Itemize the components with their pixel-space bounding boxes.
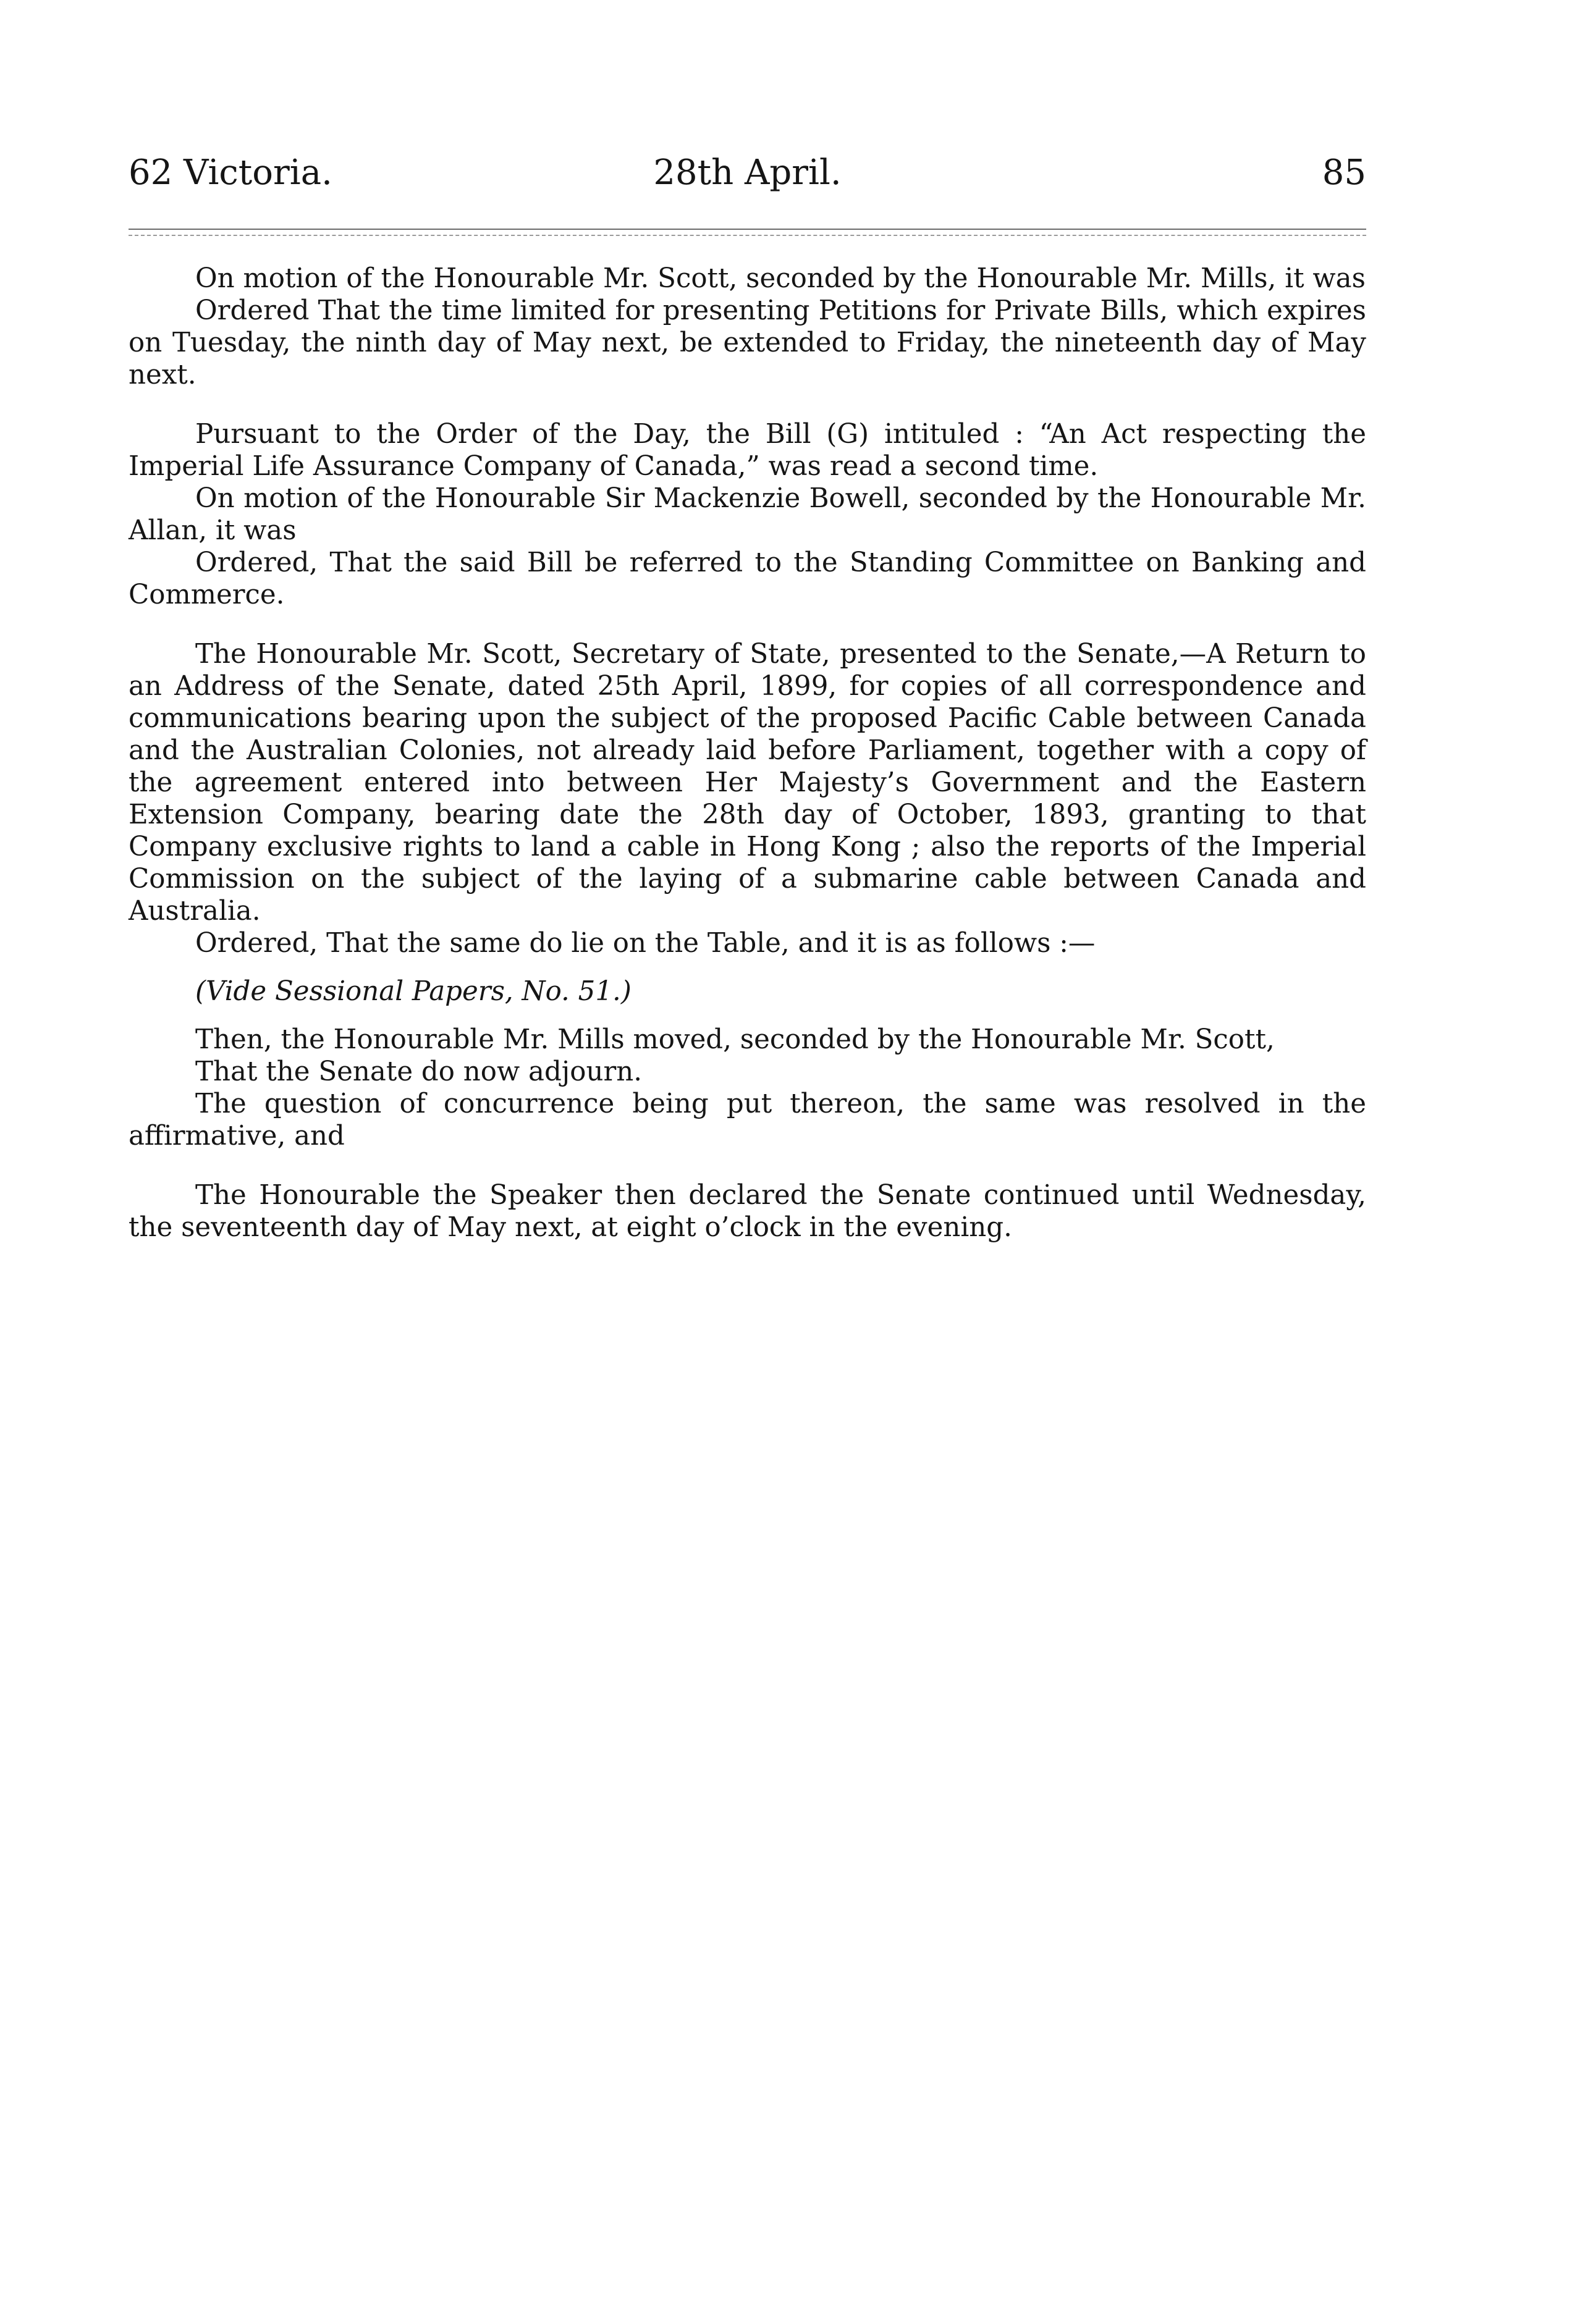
page-body xyxy=(129,263,1366,1244)
paragraph-mills-moved: Then, the Honourable Mr. Mills moved, seconded by the Honourable Mr. Scott, xyxy=(195,1024,1275,1055)
header-rule xyxy=(129,229,1366,230)
sessional-papers-reference: (Vide Sessional Papers, No. 51.) xyxy=(195,976,632,1007)
paragraph-ordered-petitions: Ordered That the time limited for presenting Petitions for Private Bills, which expires on Tuesday, the ninth day of May next, be extended to Friday, the nineteenth day of May next. xyxy=(129,295,1366,390)
page-header xyxy=(129,151,1366,195)
spacer xyxy=(129,391,1366,418)
spacer xyxy=(129,611,1366,638)
page-number: 85 xyxy=(1322,153,1366,193)
header-rule-secondary xyxy=(129,235,1366,236)
paragraph-motion-scott: On motion of the Honourable Mr. Scott, seconded by the Honourable Mr. Mills, it was xyxy=(195,263,1366,294)
session-label: 62 Victoria. xyxy=(129,153,332,193)
paragraph-return-pacific-cable: The Honourable Mr. Scott, Secretary of State, presented to the Senate,—A Return to an Address of the Senate, dated 25th April, 1899, for copies of all correspondence and communications bearing upon the subject of the proposed Pacific Cable between Canada and the Australian Colonies, not already laid before Parliament, together with a copy of the agreement entered into between Her Majesty’s Government and the Eastern Extension Company, bearing date the 28th day of October, 1893, granting to that Company exclusive rights to land a cable in Hong Kong ; also the reports of the Imperial Commission on the subject of the laying of a submarine cable between Canada and Australia. xyxy=(129,639,1366,927)
paragraph-ordered-table: Ordered, That the same do lie on the Table, and it is as follows :— xyxy=(195,928,1096,959)
paragraph-speaker-declared: The Honourable the Speaker then declared the Senate continued until Wednesday, the seventeenth day of May next, at eight o’clock in the evening. xyxy=(129,1180,1366,1243)
paragraph-ordered-committee: Ordered, That the said Bill be referred to the Standing Committee on Banking and Commerce. xyxy=(129,547,1366,610)
paragraph-concurrence: The question of concurrence being put thereon, the same was resolved in the affirmative, and xyxy=(129,1088,1366,1151)
paragraph-bill-g: Pursuant to the Order of the Day, the Bill (G) intituled : “An Act respecting the Imperial Life Assurance Company of Canada,” was read a second time. xyxy=(129,419,1366,482)
paragraph-adjourn: That the Senate do now adjourn. xyxy=(195,1056,643,1087)
date-label: 28th April. xyxy=(653,153,842,193)
spacer xyxy=(129,959,1366,975)
spacer xyxy=(129,1008,1366,1024)
paragraph-motion-bowell: On motion of the Honourable Sir Mackenzie Bowell, seconded by the Honourable Mr. Allan, it was xyxy=(129,483,1366,546)
spacer xyxy=(129,1152,1366,1179)
